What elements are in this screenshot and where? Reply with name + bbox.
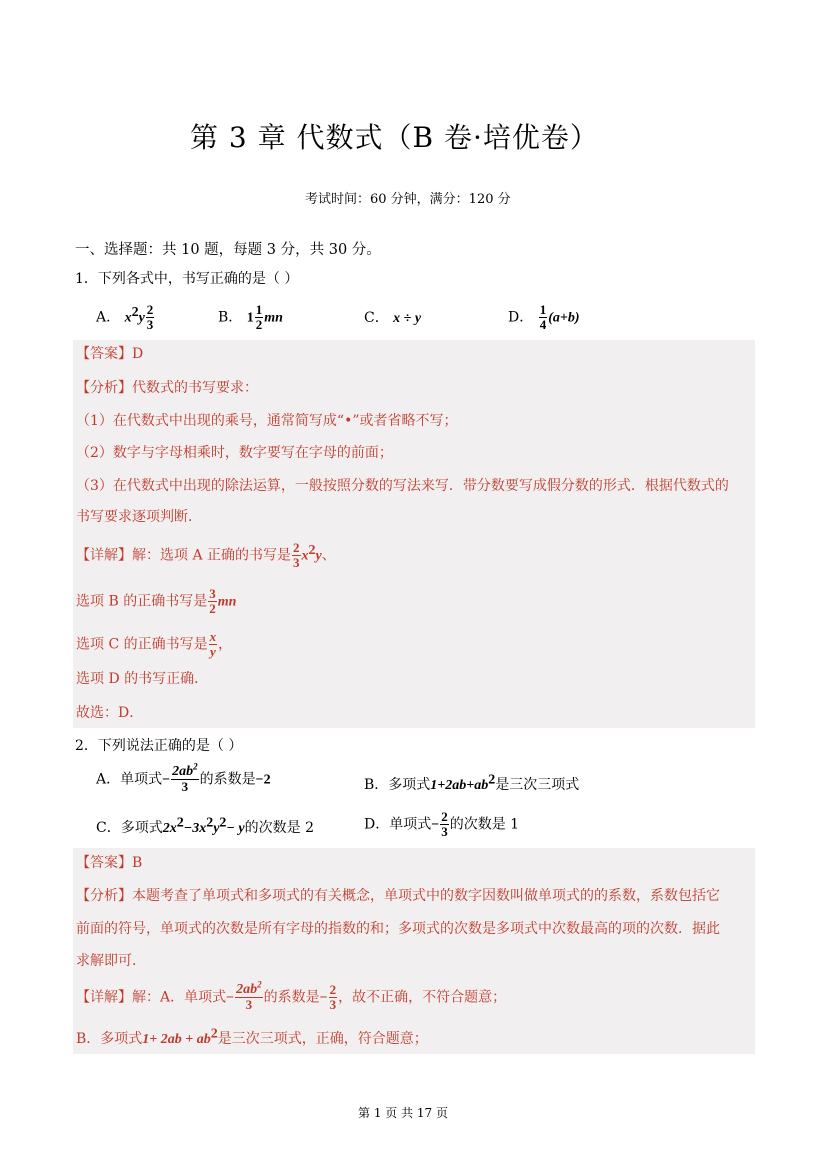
fraction-numerator: x: [209, 629, 217, 644]
q1-rule-3b: 书写要求逐项判断．: [76, 509, 202, 525]
q1-detail-d: 选项 D 的书写正确．: [76, 671, 209, 687]
detail-a-sign: −: [226, 990, 235, 1006]
q1-conclusion: 故选：D．: [76, 705, 144, 721]
question-1-stem: 1．下列各式中，书写正确的是（ ）: [75, 271, 299, 287]
q2-detail-b: [76, 1028, 428, 1051]
q1-option-a-fraction: [146, 303, 155, 332]
detail-a-fraction: [235, 979, 263, 1012]
q1-option-a-y: y: [138, 310, 145, 326]
fraction-denominator: 4: [539, 317, 547, 332]
q2-option-a-fraction: [171, 761, 199, 794]
q2-option-d: [364, 810, 519, 839]
detail-tag: 【详解】: [76, 547, 132, 564]
fraction-denominator: 2: [209, 601, 216, 616]
q1-option-c-expr: x ÷ y: [393, 311, 422, 326]
q1-option-a-x: x: [124, 310, 132, 326]
detail-a-y: y: [315, 548, 322, 564]
detail-c-text: 选项 C 的正确书写是: [76, 636, 208, 653]
q2-option-d-post: 的次数是 1: [449, 816, 520, 833]
q1-option-b: [218, 303, 283, 332]
q1-rule-1: （1）在代数式中出现的乘号，通常简写成“•”或者省略不写；: [76, 413, 458, 429]
q1-option-a-label: A．: [96, 309, 121, 326]
detail-a-pre: 解：A．单项式: [132, 989, 227, 1006]
q2-analysis-2: 前面的符号，单项式的次数是所有字母的指数的和；多项式的次数是多项式中次数最高的项的次数．据此: [76, 921, 720, 937]
fraction-denominator: 3: [146, 317, 154, 332]
detail-b-pre: B．多项式: [76, 1031, 143, 1047]
q2-option-d-sign: −: [431, 817, 440, 833]
detail-text: 解：选项 A 正确的书写是: [132, 547, 292, 564]
numerator-exp: 2: [257, 979, 262, 990]
q2-option-c-t3: y: [213, 821, 220, 836]
fraction-denominator: 3: [181, 779, 189, 794]
q1-rule-3a: （3）在代数式中出现的除法运算，一般按照分数的写法来写．带分数要写成假分数的形式．根据代数式的: [76, 478, 729, 494]
numerator-exp: 2: [193, 761, 198, 772]
q1-option-c: [364, 307, 421, 327]
numerator-text: 2ab: [172, 764, 194, 779]
analysis-tag: 【分析】: [76, 380, 132, 396]
q2-option-a-sign: −: [162, 772, 171, 788]
detail-b-expr: 1+ 2ab + ab: [142, 1032, 211, 1047]
q1-detail-a: [76, 541, 336, 570]
analysis-text: 本题考查了单项式和多项式的有关概念，单项式中的数字因数叫做单项式的的系数，系数包括它: [132, 888, 720, 904]
question-2-stem: 2．下列说法正确的是（ ）: [75, 738, 243, 754]
q1-option-d-fraction: [539, 303, 548, 332]
fraction-numerator: 2: [293, 540, 300, 555]
detail-b-text: 选项 B 的正确书写是: [76, 593, 208, 610]
fraction-denominator: 3: [329, 997, 337, 1012]
answer-tag: 【答案】: [76, 346, 132, 362]
detail-a-mid: 的系数是: [263, 989, 320, 1006]
q2-option-d-fraction: [440, 810, 449, 839]
detail-a-fraction: [292, 541, 301, 570]
fraction-numerator: [171, 761, 199, 780]
detail-a-x: x: [301, 548, 309, 564]
detail-b-exp: 2: [210, 1026, 218, 1042]
fraction-denominator: 2: [255, 317, 263, 332]
detail-a-post: ，故不正确，不符合题意；: [338, 989, 507, 1006]
q2-option-c-t2: −3x: [183, 821, 207, 836]
q2-option-b-pre: B．多项式: [364, 777, 431, 793]
q1-option-b-var: mn: [264, 310, 283, 326]
page-title: 第 3 章 代数式（B 卷·培优卷）: [190, 121, 599, 154]
q1-option-b-whole: 1: [246, 310, 254, 326]
q2-option-b: [364, 774, 579, 794]
analysis-tag: 【分析】: [76, 888, 132, 904]
q1-rule-2: （2）数字与字母相乘时，数字要写在字母的前面；: [76, 445, 393, 461]
fraction-denominator: 3: [293, 555, 300, 570]
q2-option-c-post: 的次数是 2: [244, 820, 314, 836]
detail-c-post: ，: [218, 636, 233, 653]
q1-option-b-label: B．: [218, 309, 243, 326]
fraction-denominator: 3: [245, 997, 253, 1012]
q2-option-c-t1: 2x: [162, 821, 177, 836]
q2-analysis-1: [76, 885, 720, 907]
q2-option-b-exp: 2: [488, 772, 496, 788]
q2-option-c-e3: 2: [219, 815, 227, 831]
q1-option-a: [96, 303, 155, 332]
q1-option-d-rest: (a+b): [548, 310, 580, 326]
q2-detail-a: [76, 979, 507, 1012]
detail-tag: 【详解】: [76, 989, 132, 1006]
q2-option-b-expr: 1+2ab+ab: [430, 778, 489, 793]
q2-analysis-3: 求解即可．: [76, 953, 146, 969]
answer-tag: 【答案】: [76, 855, 132, 871]
fraction-numerator: 1: [255, 302, 263, 317]
detail-b-var: mn: [217, 594, 237, 610]
q2-option-c-e2: 2: [206, 815, 214, 831]
answer-value: B: [132, 855, 143, 871]
q1-option-b-fraction: [255, 303, 264, 332]
q2-option-a: [96, 761, 271, 794]
detail-c-fraction: [209, 630, 218, 659]
q2-answer: [76, 852, 142, 874]
q2-option-c-e1: 2: [176, 815, 184, 831]
fraction-numerator: 2: [441, 809, 448, 824]
q2-answer-box: [73, 848, 755, 1054]
fraction-denominator: y: [209, 644, 216, 659]
fraction-numerator: 2: [146, 302, 154, 317]
q1-option-d: [508, 303, 580, 332]
q2-option-a-val: −2: [255, 772, 271, 788]
fraction-numerator: 3: [209, 586, 216, 601]
exam-info: 考试时间：60 分钟，满分：120 分: [305, 192, 511, 207]
q1-option-d-label: D．: [508, 309, 534, 326]
detail-a-exp: 2: [308, 542, 316, 558]
analysis-text: 代数式的书写要求：: [132, 380, 258, 396]
q2-option-b-post: 是三次三项式: [495, 777, 580, 793]
fraction-numerator: 2: [329, 982, 337, 997]
answer-value: D: [132, 346, 144, 362]
q1-option-c-label: C．: [364, 310, 389, 326]
q2-option-a-pre: A．单项式: [96, 771, 163, 788]
q2-option-d-pre: D．单项式: [364, 816, 432, 833]
detail-a-sign2: −: [319, 990, 328, 1006]
q1-option-a-exp: 2: [131, 304, 139, 320]
section-heading: 一、选择题：共 10 题，每题 3 分，共 30 分。: [75, 242, 381, 258]
q1-analysis: [76, 377, 258, 399]
q1-detail-b: [76, 587, 236, 616]
fraction-numerator: [235, 979, 263, 998]
numerator-text: 2ab: [236, 982, 258, 997]
q1-answer: [76, 343, 143, 365]
q2-option-c-t4: − y: [226, 821, 245, 836]
fraction-numerator: 1: [539, 302, 547, 317]
page-footer: 第 1 页 共 17 页: [358, 1106, 448, 1120]
detail-b-fraction: [208, 587, 217, 616]
fraction-denominator: 3: [441, 824, 448, 839]
detail-b-post: 是三次三项式，正确，符合题意；: [217, 1031, 428, 1047]
q2-option-a-mid: 的系数是: [199, 771, 256, 788]
detail-a-post: 、: [321, 547, 336, 564]
q1-detail-c: [76, 630, 232, 659]
q2-option-c: [96, 817, 314, 837]
detail-a-fraction-2: [329, 983, 338, 1012]
q2-option-c-pre: C．多项式: [96, 820, 163, 836]
